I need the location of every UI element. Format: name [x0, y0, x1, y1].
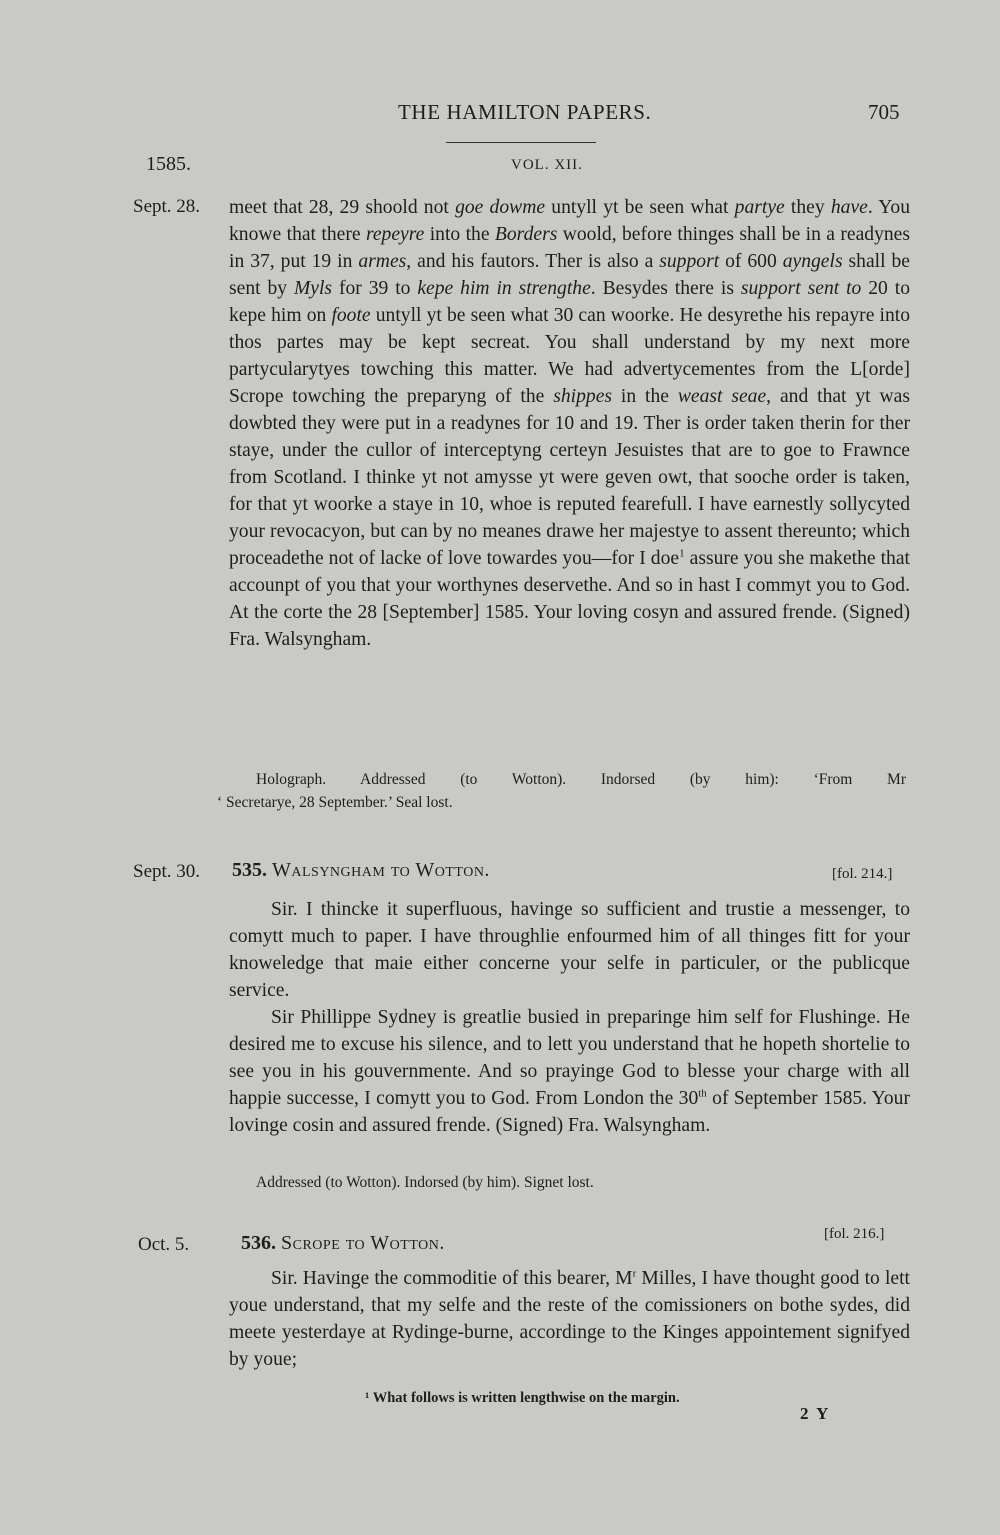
header-rule [446, 142, 596, 143]
margin-year: 1585. [146, 153, 191, 175]
letter-paragraph: Sir Phillippe Sydney is greatlie busied in preparinge him self for Flushinge. He desired me to excuse his silence, and to lett you understand that he hopeth shortelie to see you in his gouvernmente. And so prayinge God to blesse your charge with all happie successe, I comytt you to God. From London the 30th of September 1585. Your lovinge cosin and assured frende. (Signed) Fra. Walsyngham. [229, 1007, 910, 1136]
letter-body [229, 896, 910, 1139]
document-note: Addressed (to Wotton). Indorsed (by him). Signet lost. [256, 1174, 594, 1191]
entry-date: Oct. 5. [138, 1234, 190, 1255]
letter-paragraph: meet that 28, 29 shoold not goe dowme untyll yt be seen what partye they have. You knowe that there repeyre into the Borders woold, before thinges shall be in a readynes in 37, put 19 in armes, and his fautors. Ther is also a support of 600 ayngels shall be sent by Myls for 39 to kepe him in strengthe. Besydes there is support sent to 20 to kepe him on foote untyll yt be seen what 30 can woorke. He desyrethe his repayre into thos partes may be kept secreat. You shall understand by my next more partycularytyes towching this matter. We had advertycementes from the L[orde] Scrope towching the preparyng of the shippes in the weast seae, and that yt was dowbted they were put in a readynes for 10 and 19. Ther is order taken therin for ther staye, under the cullor of interceptyng certeyn Jesuistes that are to goe to Frawnce from Scotland. I thinke yt not amysse yt were geven owt, that sooche order is taken, for that yt woorke a staye in 10, whoe is reputed fearefull. I have earnestly sollycyted your revocacyon, but can by no meanes drawe her majestye to assent thereunto; which proceadethe not of lacke of love towardes you—for I doe$^1$ assure you she makethe that accounpt of you that your worthynes deservethe. And so in hast I commyt you to God. At the corte the 28 [September] 1585. Your loving cosyn and assured frende. (Signed) Fra. Walsyngham. [229, 197, 911, 650]
document-note: Holograph. Addressed (to Wotton). Indorsed (by him): ‘From Mr [256, 771, 906, 788]
entry-number: 535. [232, 859, 267, 881]
entry-heading [241, 1232, 445, 1255]
entry-date: Sept. 30. [133, 861, 201, 882]
letter-paragraph: Sir. I thincke it superfluous, havinge so sufficient and trustie a messenger, to comytt much to paper. I have throughlie enfourmed him of all thinges fitt for your knoweledge that maie either concerne your selfe in particuler, or the publicque service. [229, 899, 910, 1001]
letter-body [229, 194, 910, 653]
entry-number: 536. [241, 1232, 276, 1254]
footnote: ¹ What follows is written lengthwise on the margin. [365, 1390, 680, 1406]
letter-paragraph: Sir. Havinge the commoditie of this bearer, $M^r$ Milles, I have thought good to lett youe understand, that my selfe and the reste of the comissioners on bothe sydes, did meete yesterdaye at Rydinge-burne, accordinge to the Kinges appointement signifyed by youe; [229, 1267, 910, 1370]
letter-body [229, 1265, 910, 1373]
entry-title: Scrope to Wotton. [281, 1232, 445, 1254]
entry-heading [232, 859, 490, 882]
folio-reference: [fol. 214.] [832, 866, 893, 882]
folio-reference: [fol. 216.] [824, 1226, 885, 1242]
document-note: ‘ Secretarye, 28 September.’ Seal lost. [217, 794, 453, 811]
signature-mark: 2 Y [800, 1404, 831, 1423]
entry-date: Sept. 28. [133, 196, 201, 217]
volume-label: VOL. XII. [511, 157, 583, 173]
running-title: THE HAMILTON PAPERS. [398, 100, 652, 124]
page-number: 705 [868, 100, 900, 124]
entry-title: Walsyngham to Wotton. [272, 859, 490, 881]
